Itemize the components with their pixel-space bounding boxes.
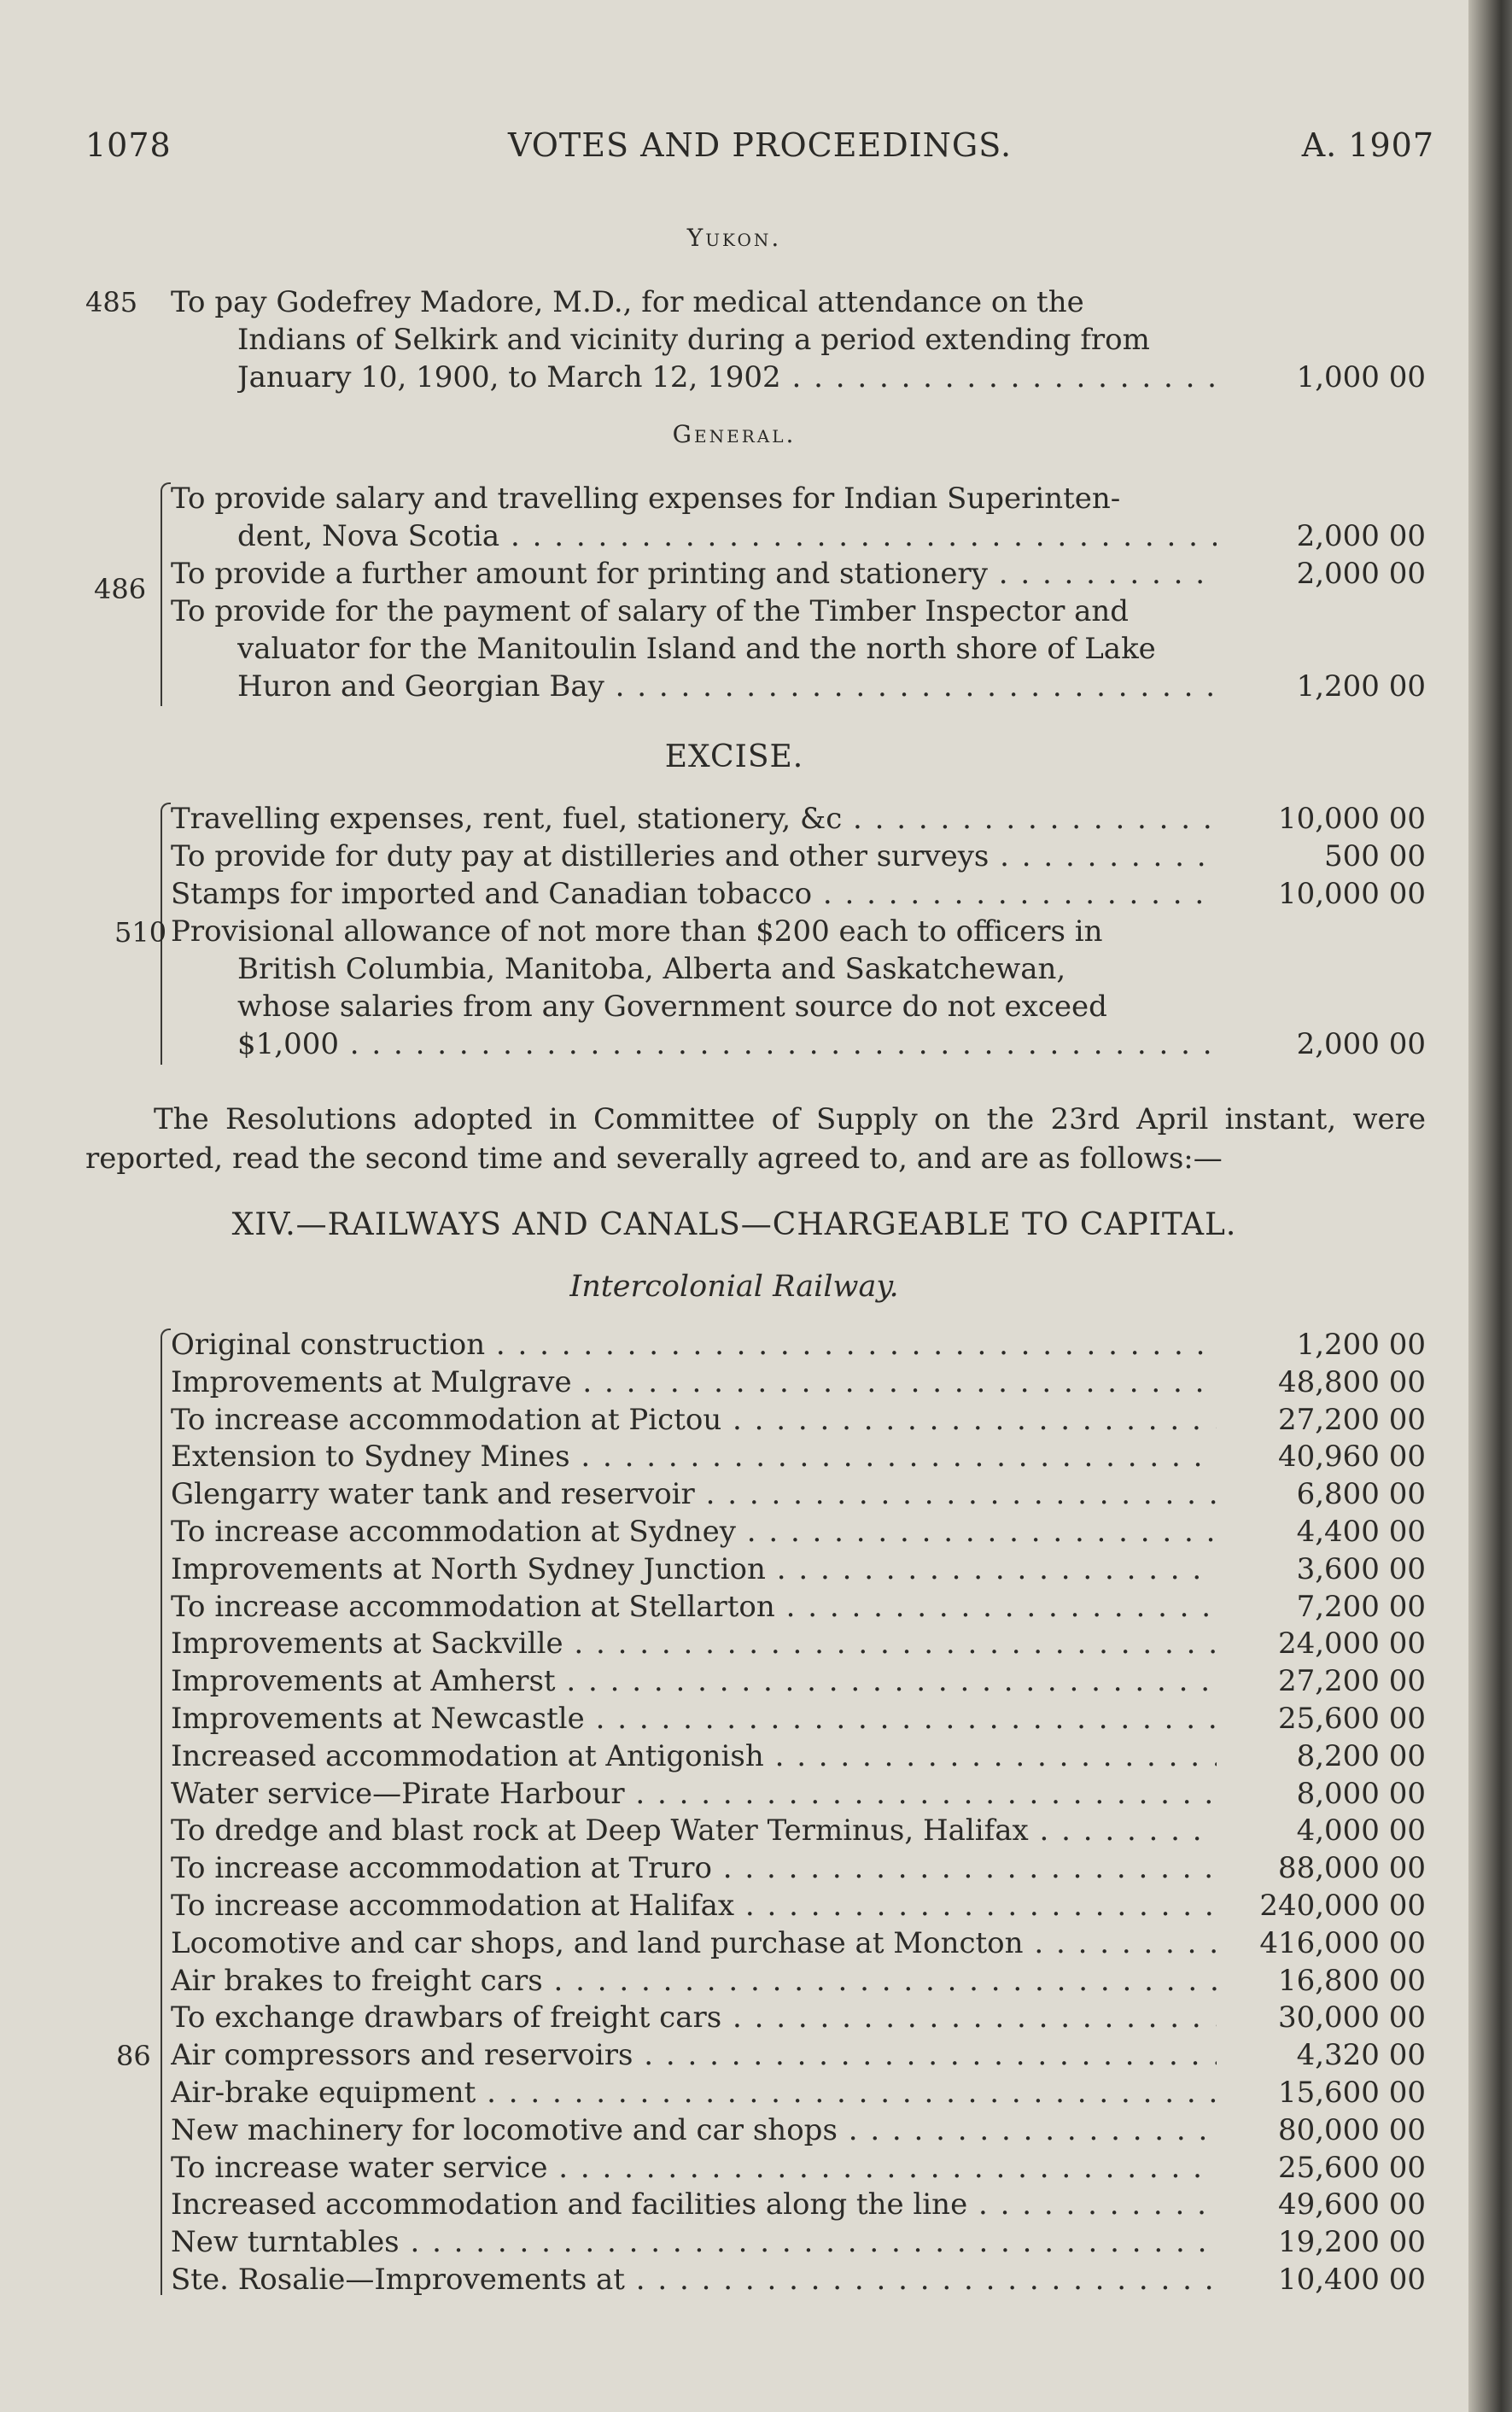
- excise-item-1-amount: 10,000 00: [1277, 802, 1426, 836]
- general-item-2-amount: 2,000 00: [1296, 557, 1426, 591]
- railways-subheading: Intercolonial Railway.: [569, 1270, 899, 1304]
- general-item-3-amount: 1,200 00: [1296, 669, 1426, 704]
- railway-item-label: To increase accommodation at Truro . . .: [171, 1849, 1217, 1887]
- yukon-line-1: To pay Godefrey Madore, M.D., for medical attendance on the: [171, 285, 1084, 319]
- excise-item-3-amount: 10,000 00: [1277, 877, 1426, 911]
- excise-item-number: 510: [114, 916, 167, 949]
- railway-item-amount: 30,000 00: [1277, 2000, 1426, 2035]
- railway-item-amount: 10,400 00: [1277, 2263, 1426, 2297]
- railway-item-label: Improvements at North Sydney Junction . . .: [171, 1551, 1217, 1588]
- railway-item-amount: 24,000 00: [1277, 1626, 1426, 1661]
- railway-item-amount: 4,000 00: [1296, 1813, 1426, 1848]
- railway-item-amount: 4,320 00: [1296, 2038, 1426, 2072]
- general-item-3-line-1: To provide for the payment of salary of the Timber Inspector and: [171, 594, 1130, 628]
- general-item-1-line-1: To provide salary and travelling expenses for Indian Superinten-: [171, 482, 1121, 516]
- general-item-1-amount: 2,000 00: [1296, 519, 1426, 553]
- general-item-3-line-2: valuator for the Manitoulin Island and the north shore of Lake: [237, 632, 1156, 666]
- yukon-item-number: 485: [85, 286, 138, 318]
- railway-item-amount: 19,200 00: [1277, 2225, 1426, 2259]
- general-item-1-line-2: dent, Nova Scotia . . .: [237, 517, 1217, 555]
- railway-item-amount: 8,200 00: [1296, 1739, 1426, 1773]
- excise-item-4-line-4: $1,000 . . .: [237, 1025, 1217, 1063]
- railway-item-amount: 49,600 00: [1277, 2187, 1426, 2222]
- railway-item-amount: 3,600 00: [1296, 1552, 1426, 1586]
- railway-item-amount: 15,600 00: [1277, 2076, 1426, 2110]
- railway-item-label: New machinery for locomotive and car shops . . .: [171, 2111, 1217, 2149]
- general-item-2-line-1: To provide a further amount for printing and stationery . . .: [171, 555, 1217, 593]
- yukon-line-2: Indians of Selkirk and vicinity during a period extending from: [237, 323, 1150, 357]
- excise-item-4-line-1: Provisional allowance of not more than $200 each to officers in: [171, 914, 1103, 949]
- railway-item-label: Increased accommodation at Antigonish . . .: [171, 1737, 1217, 1775]
- railway-item-amount: 240,000 00: [1259, 1889, 1426, 1923]
- railway-item-amount: 25,600 00: [1277, 2151, 1426, 2185]
- page-year: A. 1907: [1301, 126, 1434, 164]
- railway-item-amount: 6,800 00: [1296, 1477, 1426, 1511]
- railway-item-amount: 16,800 00: [1277, 1964, 1426, 1998]
- railway-item-label: Air compressors and reservoirs . . .: [171, 2036, 1217, 2074]
- page-header: [85, 126, 1434, 169]
- general-item-number: 486: [94, 573, 147, 605]
- railway-item-amount: 80,000 00: [1277, 2113, 1426, 2147]
- railways-item-number: 86: [116, 2040, 151, 2072]
- page-number: 1078: [85, 126, 172, 164]
- excise-item-1: Travelling expenses, rent, fuel, stationery, &c . . .: [171, 800, 1217, 838]
- railways-heading: XIV.—RAILWAYS AND CANALS—CHARGEABLE TO CAPITAL.: [231, 1207, 1237, 1242]
- railway-item-label: To increase water service . . .: [171, 2149, 1217, 2187]
- railway-item-label: To increase accommodation at Pictou . . .: [171, 1401, 1217, 1439]
- railway-item-label: Increased accommodation and facilities along the line . . .: [171, 2186, 1217, 2223]
- railway-item-label: To increase accommodation at Halifax . . .: [171, 1887, 1217, 1924]
- railway-item-label: Original construction . . .: [171, 1326, 1217, 1364]
- yukon-heading: Yukon.: [686, 224, 782, 252]
- railway-item-label: To increase accommodation at Stellarton . . .: [171, 1588, 1217, 1626]
- excise-item-4-amount: 2,000 00: [1296, 1027, 1426, 1061]
- page-title: VOTES AND PROCEEDINGS.: [507, 126, 1013, 164]
- railway-item-amount: 48,800 00: [1277, 1365, 1426, 1399]
- railway-item-amount: 4,400 00: [1296, 1515, 1426, 1549]
- general-heading: General.: [672, 420, 797, 448]
- excise-item-2-amount: 500 00: [1324, 839, 1426, 873]
- excise-item-3: Stamps for imported and Canadian tobacco . . .: [171, 875, 1217, 913]
- railway-item-label: To dredge and blast rock at Deep Water Terminus, Halifax . . .: [171, 1812, 1217, 1849]
- excise-heading: EXCISE.: [664, 739, 804, 774]
- general-item-3-line-3: Huron and Georgian Bay . . .: [237, 668, 1217, 705]
- railway-item-label: To exchange drawbars of freight cars . . .: [171, 1999, 1217, 2036]
- book-spine: [1468, 0, 1512, 2412]
- railway-item-label: Extension to Sydney Mines . . .: [171, 1438, 1217, 1475]
- yukon-line-3: January 10, 1900, to March 12, 1902 . . .: [237, 359, 1217, 396]
- railway-item-label: Improvements at Sackville . . .: [171, 1625, 1217, 1662]
- railway-item-amount: 27,200 00: [1277, 1403, 1426, 1437]
- resolution-text: The Resolutions adopted in Committee of Supply on the 23rd April instant, were reported, read the second time and severally agreed to, and are as follows:—: [85, 1102, 1426, 1176]
- resolution-paragraph: [85, 1100, 1426, 1178]
- excise-item-2: To provide for duty pay at distilleries and other surveys . . .: [171, 838, 1217, 875]
- railway-item-amount: 27,200 00: [1277, 1664, 1426, 1698]
- railway-item-amount: 7,200 00: [1296, 1590, 1426, 1624]
- railways-brace: [161, 1329, 171, 2295]
- railway-item-label: Glengarry water tank and reservoir . . .: [171, 1475, 1217, 1513]
- railway-item-amount: 25,600 00: [1277, 1702, 1426, 1736]
- railway-item-label: Improvements at Newcastle . . .: [171, 1700, 1217, 1737]
- yukon-amount: 1,000 00: [1296, 360, 1426, 394]
- railway-item-amount: 8,000 00: [1296, 1777, 1426, 1811]
- railway-item-label: New turntables . . .: [171, 2223, 1217, 2261]
- railway-item-label: Air-brake equipment . . .: [171, 2074, 1217, 2111]
- railway-item-amount: 88,000 00: [1277, 1851, 1426, 1885]
- railway-item-label: Improvements at Amherst . . .: [171, 1662, 1217, 1700]
- general-brace: [161, 482, 171, 706]
- railway-item-amount: 40,960 00: [1277, 1440, 1426, 1474]
- railway-item-label: To increase accommodation at Sydney . . .: [171, 1513, 1217, 1551]
- railway-item-label: Air brakes to freight cars . . .: [171, 1962, 1217, 2000]
- railway-item-label: Improvements at Mulgrave . . .: [171, 1364, 1217, 1401]
- railway-item-amount: 416,000 00: [1259, 1926, 1426, 1960]
- railway-item-label: Locomotive and car shops, and land purchase at Moncton . . .: [171, 1924, 1217, 1962]
- railway-item-amount: 1,200 00: [1296, 1328, 1426, 1362]
- railway-item-label: Water service—Pirate Harbour . . .: [171, 1775, 1217, 1813]
- railway-item-label: Ste. Rosalie—Improvements at . . .: [171, 2261, 1217, 2298]
- excise-item-4-line-3: whose salaries from any Government source do not exceed: [237, 990, 1107, 1024]
- excise-item-4-line-2: British Columbia, Manitoba, Alberta and Saskatchewan,: [237, 952, 1066, 986]
